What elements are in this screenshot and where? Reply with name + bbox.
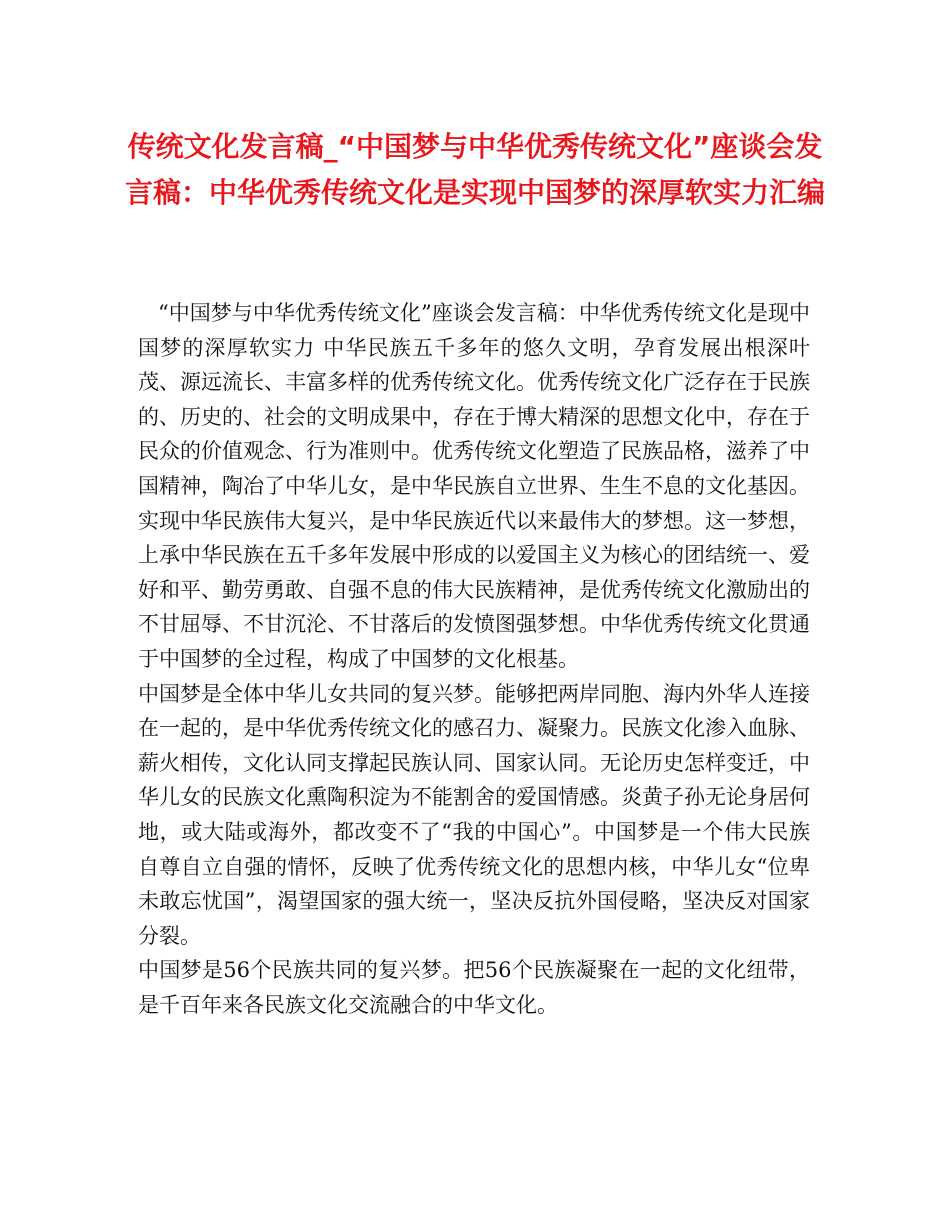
document-body bbox=[138, 296, 810, 1022]
paragraph: 中国梦是56个民族共同的复兴梦。把56个民族凝聚在一起的文化纽带，是千百年来各民族文化交流融合的中华文化。 bbox=[138, 958, 810, 1017]
document-title: 传统文化发言稿_“中国梦与中华优秀传统文化”座谈会发言稿：中华优秀传统文化是实现中国梦的深厚软实力汇编 bbox=[124, 130, 825, 209]
paragraph: “中国梦与中华优秀传统文化”座谈会发言稿：中华优秀传统文化是现中国梦的深厚软实力 中华民族五千多年的悠久文明，孕育发展出根深叶茂、源远流长、丰富多样的优秀传统文化。优秀传统文化广泛存在于民族的、历史的、社会的文明成果中，存在于博大精深的思想文化中，存在于民众的价值观念、行为准则中。优秀传统文化塑造了民族品格，滋养了中国精神，陶冶了中华儿女，是中华民族自立世界、生生不息的文化基因。 bbox=[138, 301, 810, 498]
paragraph: 中国梦是全体中华儿女共同的复兴梦。能够把两岸同胞、海内外华人连接在一起的，是中华优秀传统文化的感召力、凝聚力。民族文化渗入血脉、薪火相传，文化认同支撑起民族认同、国家认同。无论历史怎样变迁，中华儿女的民族文化熏陶积淀为不能割舍的爱国情感。炎黄子孙无论身居何地，或大陆或海外，都改变不了“我的中国心”。中国梦是一个伟大民族自尊自立自强的情怀，反映了优秀传统文化的思想内核，中华儿女“位卑未敢忘忧国”，渴望国家的强大统一，坚决反抗外国侵略，坚决反对国家分裂。 bbox=[138, 681, 810, 948]
paragraph: 实现中华民族伟大复兴，是中华民族近代以来最伟大的梦想。这一梦想，上承中华民族在五千多年发展中形成的以爱国主义为核心的团结统一、爱好和平、勤劳勇敢、自强不息的伟大民族精神，是优秀传统文化激励出的不甘屈辱、不甘沉沦、不甘落后的发愤图强梦想。中华优秀传统文化贯通于中国梦的全过程，构成了中国梦的文化根基。 bbox=[138, 508, 810, 671]
